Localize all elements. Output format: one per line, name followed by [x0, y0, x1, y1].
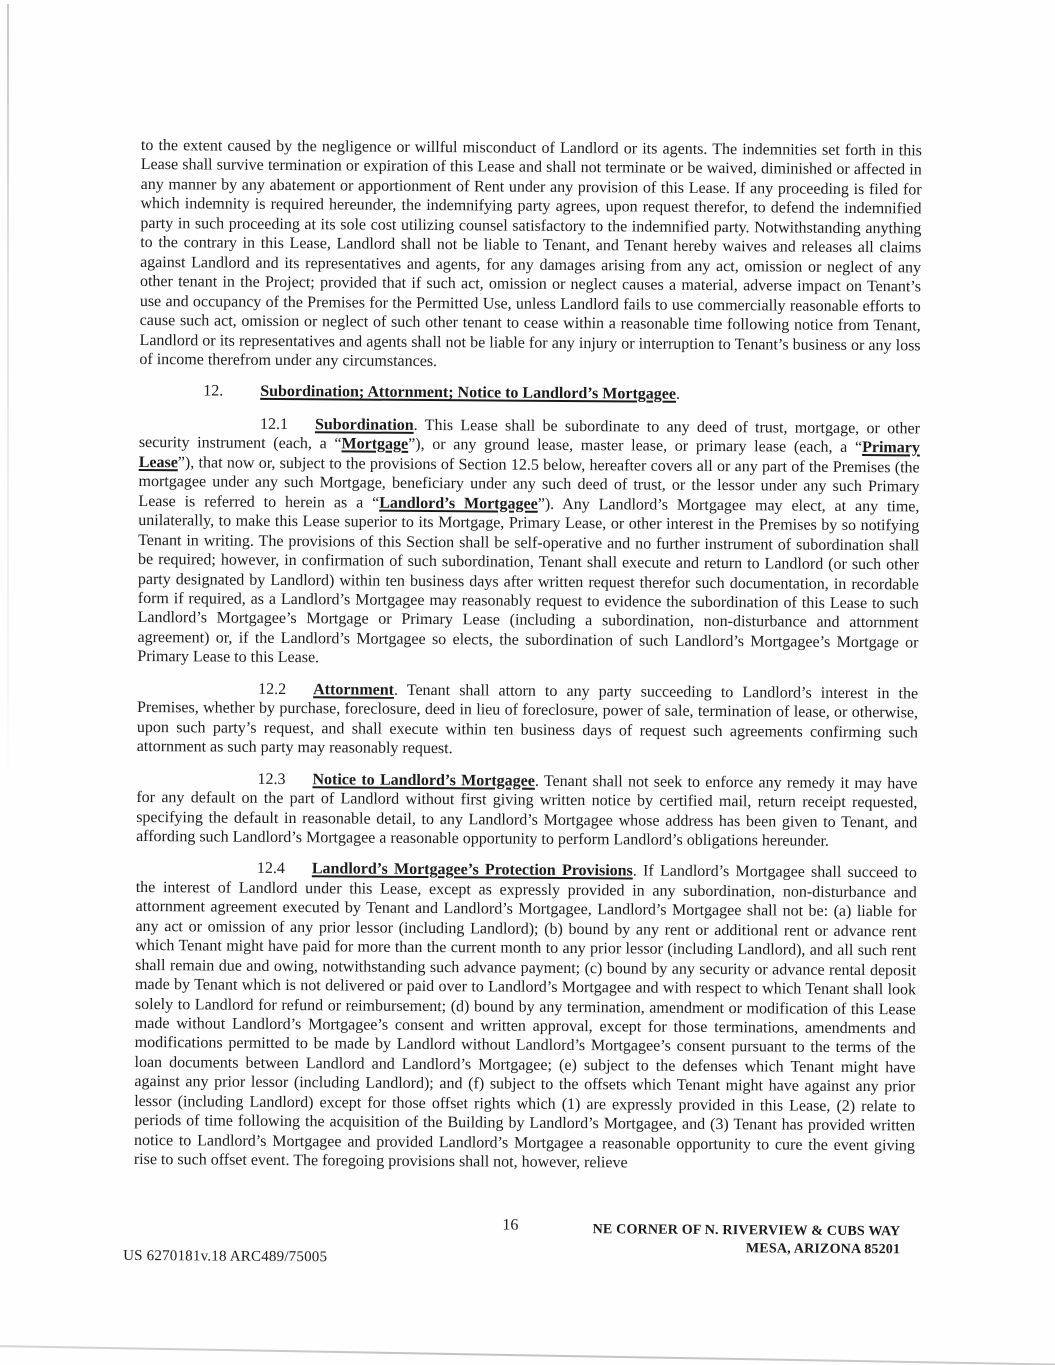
text-run: .: [675, 386, 681, 404]
footer-address-line2: MESA, ARIZONA 85201: [745, 1240, 901, 1257]
text-run: 12.3: [257, 770, 286, 788]
text-run: 12.4: [256, 860, 285, 878]
scan-artifact-left-edge-line: [7, 4, 9, 794]
page-number: 16: [502, 1216, 519, 1234]
text-run: Primary Lease: [138, 439, 920, 472]
text-run: Notice to Landlord’s Mortgagee: [312, 770, 535, 790]
section-12-2-attornment-paragraph: [137, 679, 919, 762]
section-12-3-notice-paragraph: [136, 769, 918, 852]
text-run: Mortgage: [341, 435, 409, 454]
footer-address-line1: NE CORNER OF N. RIVERVIEW & CUBS WAY: [592, 1222, 901, 1240]
text-run: ”). Any Landlord’s Mortgagee may elect, at any time, unilaterally, to make this Lease superior to its Mortgage, Primary Lease, or other interest in the Premises by so notifying Tenant in writing. The provisions of this Section shall be self-operative and no further instrument of subordination shall be required; however, in confirmation of such subordination, Tenant shall execute and return to Landlord (or such other party designated by Landlord) within ten business days after written request therefor such documentation, in recordable form if required, as a Landlord’s Mortgagee may reasonably request to evidence the subordination of this Lease to such Landlord’s Mortgagee’s Mortgage or Primary Lease (including a subordination, non-disturbance and attornment agreement) or, if the Landlord’s Mortgagee so elects, the subordination of such Landlord’s Mortgagee’s Mortgage or Primary Lease to this Lease.: [137, 495, 920, 667]
section-12-4-protection-provisions-paragraph: [134, 858, 917, 1175]
footer-property-address: [592, 1221, 900, 1258]
text-run: . Tenant shall attorn to any party succeeding to Landlord’s interest in the Premises, whether by purchase, foreclosure, deed in lieu of foreclosure, power of sale, termination of lease, or otherwise, upon such party’s request, and shall execute within ten business days of request such agreements confirming such attornment as such party may reasonably request.: [136, 681, 919, 758]
paragraph-continuation: [139, 136, 922, 375]
text-run: to the extent caused by the negligence or willful misconduct of Landlord or its agents. The indemnities set forth in this Lease shall survive termination or expiration of this Lease and shall not terminate or be waived, diminished or affected in any manner by any abatement or apportionment of Rent under any provision of this Lease. If any proceeding is filed for which indemnity is required hereunder, the indemnifying party agrees, upon request therefor, to defend the indemnified party in such proceeding at its sole cost utilizing counsel satisfactory to the indemnified party. Notwithstanding anything to the contrary in this Lease, Landlord shall not be liable to Tenant, and Tenant hereby waives and releases all claims against Landlord and its representatives and agents, for any damages arising from any act, omission or neglect of any other tenant in the Project; provided that if such act, omission or neglect causes a material, adverse impact on Tenant’s use and occupancy of the Premises for the Permitted Use, unless Landlord fails to use commercially reasonable efforts to cause such act, omission or neglect of such other tenant to cease within a reasonable time following notice from Tenant, Landlord or its representatives and agents shall not be liable for any injury or interruption to Tenant’s business or any loss of income therefrom under any circumstances.: [139, 136, 922, 371]
text-run: . Tenant shall not seek to enforce any remedy it may have for any default on the part of Landlord without first giving written notice by certified mail, return receipt requested, specifying the default in reasonable detail, to any Landlord’s Mortgagee whose address has been given to Tenant, and affording such Landlord’s Mortgagee a reasonable opportunity to perform Landlord’s obligations hereunder.: [136, 772, 918, 850]
text-run: Attornment: [313, 680, 395, 699]
text-run: Subordination; Attornment; Notice to Landlord’s Mortgagee: [260, 383, 677, 404]
text-run: ”), that now or, subject to the provisions of Section 12.5 below, hereafter covers all or any part of the Premises (the mortgagee under any such Mortgage, beneficiary under any such deed of trust, or the lessor under any such Primary Lease is referred to herein as a “: [138, 454, 920, 512]
text-run: 12.1: [259, 415, 289, 433]
text-run: . If Landlord’s Mortgagee shall succeed to the interest of Landlord under this Lease, except as expressly provided in any subordination, non-disturbance and attornment agreement executed by Tenant and Landlord’s Mortgagee, Landlord’s Mortgagee shall not be: (a) liable for any act or omission of any prior lessor (including Landlord); (b) bound by any rent or additional rent or advance rent which Tenant might have paid for more than the current month to any prior lessor (including Landlord), and all such rent shall remain due and owing, notwithstanding such advance payment; (c) bound by any security or advance rental deposit made by Tenant which is not delivered or paid over to Landlord’s Mortgagee and with respect to which Tenant shall look solely to Landlord for refund or reimbursement; (d) bound by any termination, amendment or modification of this Lease made without Landlord’s Mortgagee’s consent and written approval, except for those terminations, amendments and modifications permitted to be made by Landlord without Landlord’s Mortgagee’s consent pursuant to the terms of the loan documents between Landlord and Landlord’s Mortgagee; (e) subject to the defenses which Tenant might have against any prior lessor (including Landlord); and (f) subject to the offsets which Tenant might have against any prior lessor (including Landlord) except for those offset rights which (1) are expressly provided in this Lease, (2) relate to periods of time following the acquisition of the Building by Landlord’s Mortgagee, and (3) Tenant has provided written notice to Landlord’s Mortgagee and provided Landlord’s Mortgagee a reasonable opportunity to cure the event giving rise to such offset event. The foregoing provisions shall not, however, relieve: [133, 862, 917, 1172]
text-run: Landlord’s Mortgagee’s Protection Provisions: [311, 860, 633, 880]
document-content: [123, 136, 922, 1266]
footer-document-id: US 6270181v.18 ARC489/75005: [123, 1247, 328, 1266]
section-12-1-subordination-paragraph: [137, 414, 920, 672]
text-run: . This Lease shall be subordinate to any deed of trust, mortgage, or other security instrument (each, a “: [138, 416, 921, 453]
section-12-heading: [139, 381, 920, 406]
text-run: 12.2: [258, 680, 287, 698]
text-run: ”), or any ground lease, master lease, or primary lease (each, a “: [408, 436, 863, 457]
text-run: 12.: [203, 382, 224, 401]
text-run: Subordination: [314, 416, 414, 434]
text-run: Landlord’s Mortgagee: [379, 494, 538, 513]
scan-artifact-paper-bottom-edge: [0, 1345, 1055, 1365]
